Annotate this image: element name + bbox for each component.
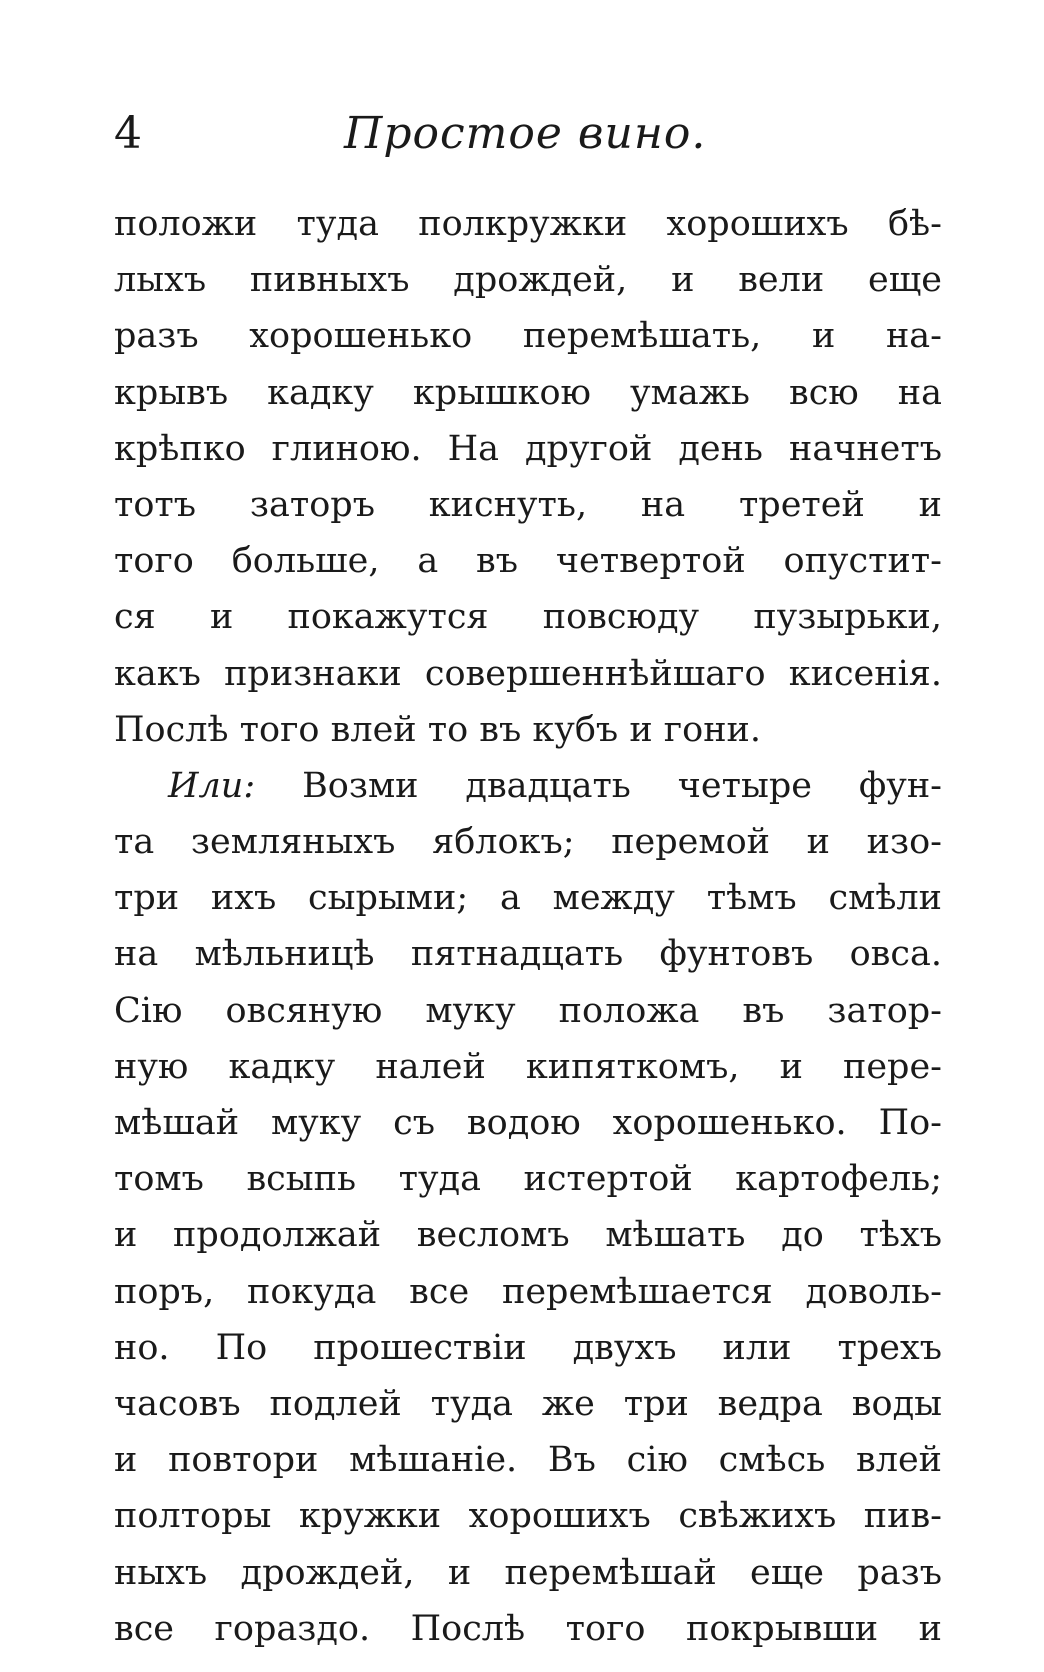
text-line: ся и покажутся повсюду пузырьки,: [114, 597, 942, 638]
text-line: и продолжай весломъ мѣшать до тѣхъ: [114, 1215, 942, 1256]
first-line-text: Возми двадцать четыре фун-: [302, 765, 942, 806]
paragraph-first-line: [114, 758, 942, 814]
text-line: лыхъ пивныхъ дрождей, и вели еще: [114, 260, 942, 301]
body-text: [114, 196, 942, 1657]
text-line: ныхъ дрождей, и перемѣшай еще разъ: [114, 1552, 942, 1593]
text-line: мѣшай муку съ водою хорошенько. По-: [114, 1103, 942, 1143]
text-line: и повтори мѣшаніе. Въ сію смѣсь влей: [114, 1440, 942, 1481]
text-line: томъ всыпь туда истертой картофель;: [114, 1159, 942, 1200]
text-line: крѣпко глиною. На другой день начнетъ: [114, 428, 942, 469]
paragraph-lead-word: Или:: [168, 765, 256, 806]
text-line: та земляныхъ яблокъ; перемой и изо-: [114, 822, 942, 863]
text-line: Сію овсяную муку положа въ затор-: [114, 990, 942, 1031]
text-line: того больше, а въ четвертой опустит-: [114, 541, 942, 582]
page-header: [114, 104, 944, 164]
text-line: положи туда полкружки хорошихъ бѣ-: [114, 204, 942, 244]
text-line: полторы кружки хорошихъ свѣжихъ пив-: [114, 1496, 942, 1537]
text-line: ную кадку налей кипяткомъ, и пере-: [114, 1046, 942, 1087]
text-line: на мѣльницѣ пятнадцать фунтовъ овса.: [114, 934, 942, 975]
text-line: три ихъ сырыми; а между тѣмъ смѣли: [114, 878, 942, 919]
text-line: тотъ заторъ киснуть, на третей и: [114, 484, 942, 525]
text-line: разъ хорошенько перемѣшать, и на-: [114, 316, 942, 357]
text-line: крывъ кадку крышкою умажь всю на: [114, 372, 942, 413]
text-line: поръ, покуда все перемѣшается доволь-: [114, 1271, 942, 1312]
text-line: Послѣ того влей то въ кубъ и гони.: [114, 709, 761, 750]
text-line: все гораздо. Послѣ того покрывши и: [114, 1608, 942, 1649]
text-line: но. По прошествіи двухъ или трехъ: [114, 1327, 942, 1368]
page-number: 4: [114, 108, 142, 159]
running-title: Простое вино.: [344, 108, 707, 159]
text-line: какъ признаки совершеннѣйшаго кисенія.: [114, 653, 942, 694]
text-line: часовъ подлей туда же три ведра воды: [114, 1383, 942, 1424]
